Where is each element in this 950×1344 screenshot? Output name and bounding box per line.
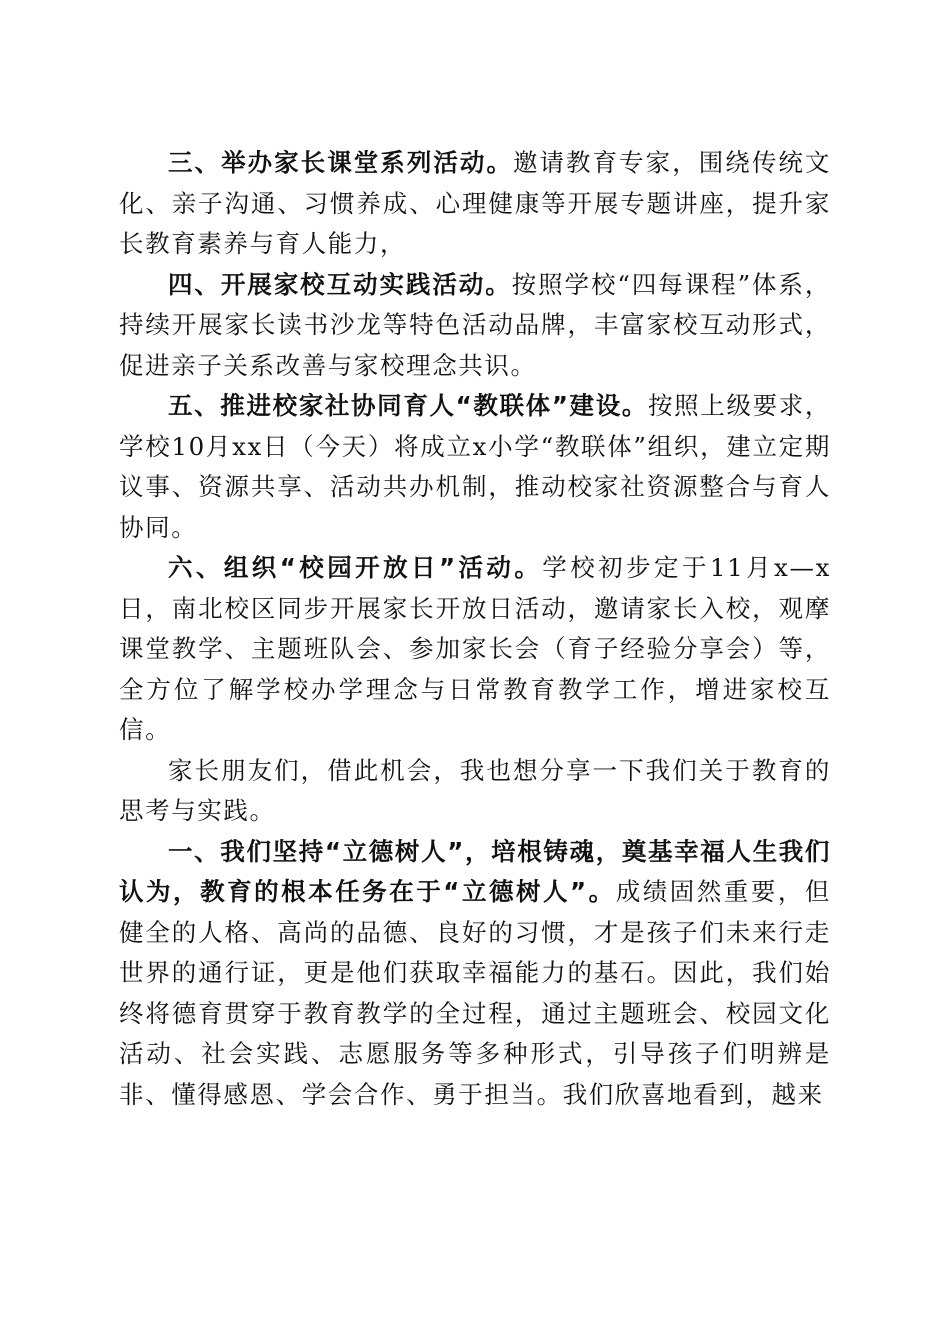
paragraph-moral-education xyxy=(119,832,831,1116)
paragraph-heading: 六、组织“校园开放日”活动。 xyxy=(168,553,543,582)
paragraph-education-alliance xyxy=(119,386,831,548)
paragraph-body: 邀请教育专家，围绕传统文化、亲子沟通、习惯养成、心理健康等开展专题讲座，提升家长教育素养与育人能力， xyxy=(119,148,831,258)
paragraph-body: 学校初步定于11月x—x日，南北校区同步开展家长开放日活动，邀请家长入校，观摩课堂教学、主题班队会、参加家长会（育子经验分享会）等，全方位了解学校办学理念与日常教育教学工作，增进家校互信。 xyxy=(119,553,831,744)
paragraph-body: 成绩固然重要，但健全的人格、高尚的品德、良好的习惯，才是孩子们未来行走世界的通行证，更是他们获取幸福能力的基石。因此，我们始终将德育贯穿于教育教学的全过程，通过主题班会、校园文化活动、社会实践、志愿服务等多种形式，引导孩子们明辨是非、懂得感恩、学会合作、勇于担当。我们欣喜地看到，越来 xyxy=(119,877,831,1109)
paragraph-heading: 三、举办家长课堂系列活动。 xyxy=(168,148,513,177)
paragraph-body: 家长朋友们，借此机会，我也想分享一下我们关于教育的思考与实践。 xyxy=(119,755,831,825)
paragraph-heading: 一、我们坚持“立德树人”，培根铸魂，奠基幸福人生我们认为，教育的根本任务在于“立德树人”。 xyxy=(119,836,831,906)
paragraph-parent-class xyxy=(119,143,831,265)
paragraph-body: 按照学校“四每课程”体系，持续开展家长读书沙龙等特色活动品牌，丰富家校互动形式，促进亲子关系改善与家校理念共识。 xyxy=(119,269,831,380)
paragraph-heading: 五、推进校家社协同育人“教联体”建设。 xyxy=(168,391,649,420)
document-page xyxy=(119,143,831,1115)
paragraph-transition xyxy=(119,751,831,832)
paragraph-body: 按照上级要求，学校10月xx日（今天）将成立x小学“教联体”组织，建立定期议事、资源共享、活动共办机制，推动校家社资源整合与育人协同。 xyxy=(119,391,832,542)
paragraph-open-day xyxy=(119,548,831,751)
paragraph-heading: 四、开展家校互动实践活动。 xyxy=(168,269,512,299)
paragraph-interaction-activities xyxy=(119,265,831,387)
